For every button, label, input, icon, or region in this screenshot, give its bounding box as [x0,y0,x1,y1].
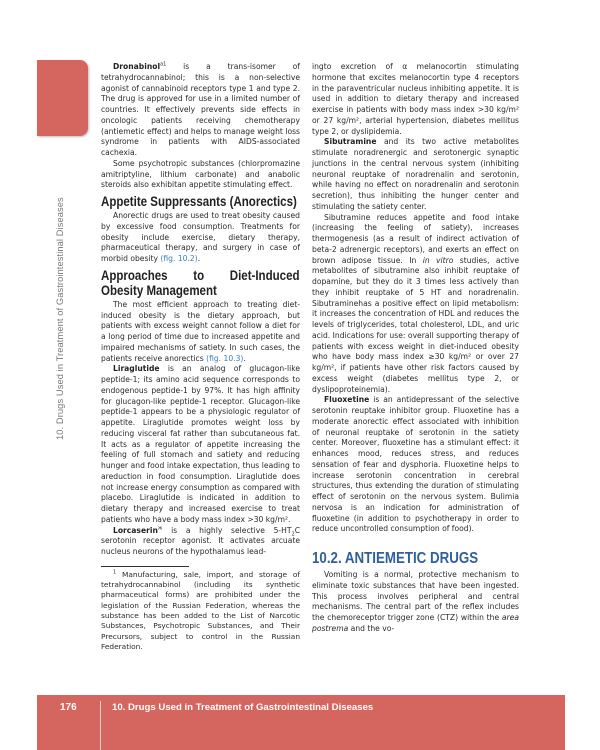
left-column [101,62,300,652]
paragraph-dronabinol [101,62,300,159]
heading-approaches: Approaches to Diet-Induced Obesity Management [101,267,300,298]
footnote [101,570,300,652]
text: studies, active metabolites of sibutramine also inhibit reuptake of dopamine, but they do it 3 times less actively than they inhibit reuptake of 5 HT and noradrenalin. Sibutraminehas a positive effect on lipid metabolism: it increases the concentration of HDL and reduces the levels of triglycerides, total cholesterol, LDL, and uric acid. Indications for use: overall supporting therapy of patients with excess weight in diet-induced obesity who have body mass index ≥30 kg/m² or over 27 kg/m², if patients have other risk factors caused by excess weight (diabetes mellitus type 2, or dyslipoproteinemia). [312,255,520,394]
paragraph [101,300,300,365]
paragraph-fluoxetine [312,395,519,535]
figure-link[interactable]: (fig. 10.2) [160,254,198,263]
paragraph-liraglutide [101,364,300,525]
text: is a highly selective 5-HT [162,525,292,535]
term-dronabinol: Dronabinol [113,62,161,71]
term-lorcaserin: Lorcaserin [113,525,158,535]
text: is an analog of glucagon-like peptide-1; its amino acid sequence corresponds to endogenous peptide-1 by 97%. It has high affinity for glucagon-like peptide-1 receptor. Glucagon-like peptide-1 appears to be a physiologic regulator of appetite. Liraglutide promotes weight loss by reducing visceral fat rather than subcutaneous fat. It acts as a regulator of appetite increasing the feeling of full stomach and satiety and reducing hunger and food intake expectation, thus leading to areduction in food consumption. Liraglutide does not increase energy consumption as compared with placebo. Liraglutide is indicated in addition to dietary therapy and increased exercise to treat patients who have a body mass index >30 kg/m². [101,364,300,524]
footnote-rule [101,566,189,567]
subscript: 2 [291,531,295,538]
paragraph-lorcaserin [101,526,300,558]
text: The most efficient approach to treating diet-induced obesity is the dietary approach, but patients with excess weight cannot follow a diet for a long period of time due to increased appetite and impaired mechanisms of satiety. In such cases, the patients receive anorectics [101,299,300,363]
term-liraglutide: Liraglutide [113,364,160,374]
text: Vomiting is a normal, protective mechanism to eliminate toxic substances that have been ingested. This process involves peripheral and central mechanisms. The central part of the reflex includes the chemoreceptor trigger zone (CTZ) within the [312,570,519,622]
italic: in vitro [422,255,454,265]
text: Anorectic drugs are used to treat obesity caused by excessive food consumption. Treatments for obesity include exercise, dietary therapy, pharmaceutical therapy, and surgery in case of morbid obesity [101,211,300,263]
italic: area postrema [312,613,519,633]
paragraph: ingto excretion of α melanocortin stimulating hormone that excites melanocortin type 4 receptors in the paraventricular nucleus inhibiting appetite. It is used in addition to dietary therapy and increased exercise in patients with body mass index >30 kg/m² or 27 kg/m², arterial hypertension, diabetes mellitus type 2, or dyslipidemia. [312,62,519,136]
term-sibutramine: Sibutramine [324,137,377,147]
paragraph: Some psychotropic substances (chlorpromazine amitriptyline, lithium carbonate) and anabolic steroids also exhibitan appetite stimulating effect. [101,158,300,190]
heading-appetite-suppressants: Appetite Suppressants (Anorectics) [101,194,297,209]
mark: ж [157,524,163,531]
figure-link[interactable]: (fig. 10.3) [206,353,244,363]
page-footer [37,695,565,750]
text: . [243,353,246,363]
term-fluoxetine: Fluoxetine [324,395,370,405]
footer-divider [100,701,101,750]
text: C serotonin receptor agonist. It activates arcuate nucleus neurons of the hypothalamus lead- [101,525,300,556]
text: Sibutramine reduces appetite and food intake (increasing the feeling of satiety), increases thermogenesis (as a result of indirect activation of beta-2 adrenergic receptors), and exerts an effect on brown adipose tissue. In [312,212,519,265]
footnote-ref: а1 [160,61,167,68]
paragraph [312,570,519,635]
paragraph [312,213,519,396]
running-head: 10. Drugs Used in Treatment of Gastrointestinal Diseases [55,197,65,440]
text: is an antidepressant of the selective serotonin reuptake inhibitor group. Fluoxetine has a moderate anorectic effect associated with inhibition of neuronal reuptake of serotonin in the satiety center. Moreover, fluoxetine has a stimulant effect: it enhances mood, reduces stress, and reduces sensation of fear and dysphoria. Fluoxetine helps to increase serotonin concentration in cerebral structures, thus extending the duration of stimulating effect of serotonin on the nervous system. Bulimia nervosa is an indication for administration of fluoxetine (in addition to psychotherapy in order to reduce uncontrolled consumption of food). [312,395,519,534]
footnote-mark: 1 [113,569,117,576]
text: and the vo- [348,623,395,633]
text: Manufacturing, sale, import, and storage of tetrahydrocannabinol (including its synthetic pharmaceutical forms) are prohibited under the legislation of the Russian Federation, whereas the substance has been added to the List of Narcotic Substances, Psychotropic Substances, and Their Precursors, subject to control in the Russian Federation. [101,569,300,651]
footer-chapter-title: 10. Drugs Used in Treatment of Gastrointestinal Diseases [112,702,374,713]
chapter-tab [37,60,88,136]
right-column [312,62,519,635]
text: . [197,254,201,263]
text: is a trans-isomer of tetrahydrocannabinol; this is a non-selective agonist of cannabinoid receptors type 1 and type 2. The drug is approved for use in a limited number of countries. It effectively prevents side effects in oncologic patients receiving chemotherapy (antiemetic effect) and helps to manage weight loss syndrome in patients with AIDS-associated cachexia. [101,62,300,157]
text: and its two active metabolites stimulate noradrenergic and serotonergic synaptic junctions in the central nervous system (inhibiting neuronal reuptake of noradrenalin and serotonin, while having no effect on noradrenalin and serotonin secretion), thus inhibiting the hunger center and stimulating the satiety center. [312,137,519,211]
paragraph [101,211,300,265]
page-number: 176 [60,702,77,713]
section-heading-antiemetic: 10.2. ANTIEMETIC DRUGS [312,550,479,567]
paragraph-sibutramine [312,137,519,212]
